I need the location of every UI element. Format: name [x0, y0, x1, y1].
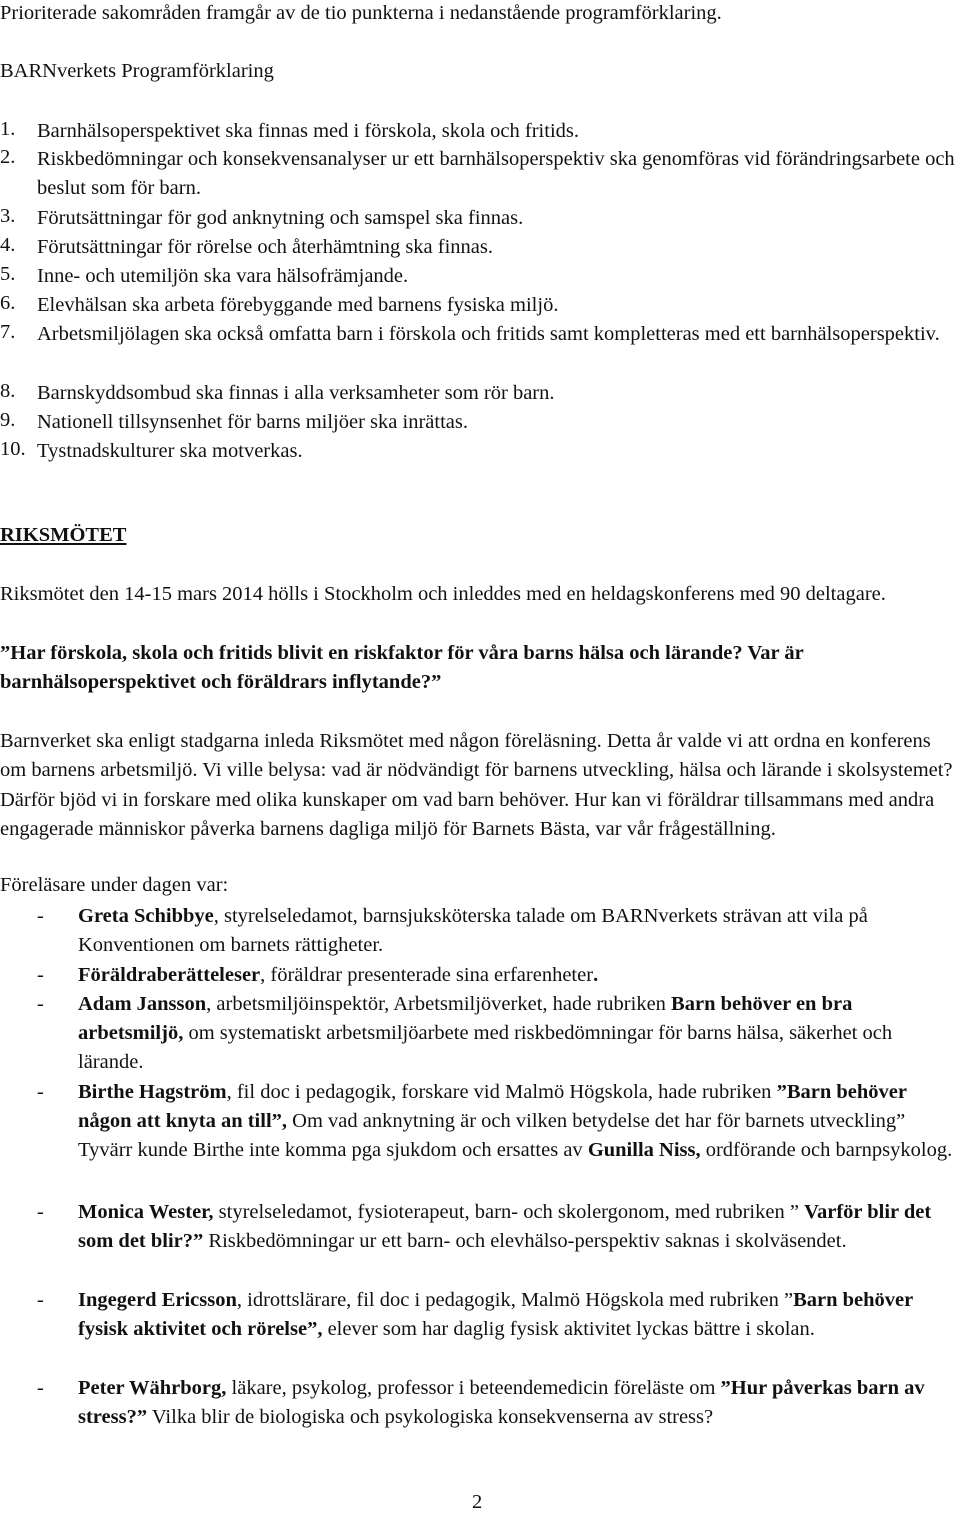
- speaker-description: om systematiskt arbetsmiljöarbete med riskbedömningar för barns hälsa, säkerhet och lärande.: [78, 1022, 893, 1074]
- list-dash: -: [37, 993, 44, 1015]
- speakers-label: Föreläsare under dagen var:: [0, 874, 229, 896]
- program-item-number: 7.: [0, 321, 16, 343]
- program-item-text: Elevhälsan ska arbeta förebyggande med barnens fysiska miljö.: [37, 294, 559, 316]
- speaker-description: ordförande och barnpsykolog.: [700, 1139, 953, 1162]
- program-item-number: 10.: [0, 438, 26, 460]
- program-item-number: 2.: [0, 146, 16, 168]
- section-heading: RIKSMÖTET: [0, 524, 127, 546]
- talk-title: Barn behöver fysisk aktivitet och rörelse”,: [78, 1289, 913, 1341]
- speaker-description: styrelseledamot, fysioterapeut, barn- och skolergonom, med rubriken ”: [213, 1201, 805, 1223]
- program-item-text: Barnhälsoperspektivet ska finnas med i förskola, skola och fritids.: [37, 120, 579, 142]
- program-item-number: 1.: [0, 118, 16, 140]
- talk-title: Varför blir det som det blir?”: [78, 1201, 932, 1253]
- program-item-number: 3.: [0, 205, 16, 227]
- talk-title: ”Barn behöver någon att knyta an till”,: [78, 1081, 907, 1133]
- speaker-description: , idrottslärare, fil doc i pedagogik, Malmö Högskola med rubriken ”: [236, 1289, 794, 1311]
- speaker-name: Adam Jansson: [78, 993, 207, 1015]
- program-item-text: Arbetsmiljölagen ska också omfatta barn i förskola och fritids samt kompletteras med ett barnhälsoperspektiv.: [37, 323, 940, 345]
- speaker-description: Vilka blir de biologiska och psykologiska konsekvenserna av stress?: [147, 1406, 714, 1429]
- speaker-name: Peter Währborg,: [78, 1377, 227, 1399]
- speaker-text: [78, 1374, 958, 1432]
- program-item-number: 5.: [0, 263, 16, 285]
- speaker-description: elever som har daglig fysisk aktivitet lyckas bättre i skolan.: [322, 1318, 815, 1341]
- program-item-number: 9.: [0, 409, 16, 431]
- speaker-name: Ingegerd Ericsson: [78, 1289, 237, 1311]
- program-item-text: Förutsättningar för god anknytning och samspel ska finnas.: [37, 207, 524, 229]
- speaker-description: läkare, psykolog, professor i beteendemedicin föreläste om: [226, 1377, 721, 1399]
- speaker-name: Monica Wester,: [78, 1201, 214, 1223]
- speaker-description-end: .: [593, 964, 599, 986]
- list-dash: -: [37, 964, 44, 986]
- speaker-text: [78, 1286, 958, 1344]
- talk-title: ”Hur påverkas barn av stress?”: [78, 1377, 925, 1429]
- intro-text: Prioriterade sakområden framgår av de tio punkterna i nedanstående programförklaring.: [0, 2, 722, 24]
- program-item-number: 6.: [0, 292, 16, 314]
- program-item-number: 4.: [0, 234, 16, 256]
- barnverket-paragraph: Barnverket ska enligt stadgarna inleda Riksmötet med någon föreläsning. Detta år valde vi att ordna en konferens om barnens arbetsmiljö. Vi ville belysa: vad är nödvändigt för barnens utveckling, hälsa och lärande i skolsystemet? Därför bjöd vi in forskare med olika kunskaper om vad barn behöver. Hur kan vi föräldrar tillsammans med andra engagerade människor påverka barnens dagliga miljö för Barnets Bästa, var vår frågeställning.: [0, 730, 953, 840]
- speaker-text: [78, 1078, 958, 1166]
- speaker-name: Birthe Hagström: [78, 1081, 227, 1103]
- program-item-text: Nationell tillsynsenhet för barns miljöer ska inrättas.: [37, 411, 468, 433]
- program-item-text: Riskbedömningar och konsekvensanalyser ur ett barnhälsoperspektiv ska genomföras vid förändringsarbete och beslut som för barn.: [37, 148, 955, 199]
- program-item-text: Tystnadskulturer ska motverkas.: [37, 440, 303, 462]
- speaker-name: Föräldraberätteleser: [78, 964, 261, 986]
- program-title: BARNverkets Programförklaring: [0, 60, 274, 82]
- list-dash: -: [37, 1289, 44, 1311]
- speaker-description: , arbetsmiljöinspektör, Arbetsmiljöverket, hade rubriken: [206, 993, 672, 1015]
- program-item-text: Förutsättningar för rörelse och återhämtning ska finnas.: [37, 236, 493, 258]
- speaker-description: Om vad anknytning är och vilken betydelse det har för barnets utveckling” Tyvärr kunde Birthe inte komma pga sjukdom och ersattes av: [78, 1110, 906, 1162]
- speaker-text: [78, 1198, 958, 1256]
- riksmote-paragraph: Riksmötet den 14-15 mars 2014 hölls i Stockholm och inleddes med en heldagskonferens med 90 deltagare.: [0, 583, 886, 605]
- speaker-text: [78, 990, 958, 1078]
- program-item-text: Barnskyddsombud ska finnas i alla verksamheter som rör barn.: [37, 382, 555, 404]
- speaker-text: [78, 902, 958, 960]
- conference-question: ”Har förskola, skola och fritids blivit en riskfaktor för våra barns hälsa och lärande? Var är barnhälsoperspektivet och föräldrars inflytande?”: [0, 642, 804, 694]
- speaker-text: [78, 961, 958, 990]
- speaker-description: , föräldrar presenterade sina erfarenheter: [260, 964, 594, 986]
- page-number: 2: [472, 1491, 483, 1513]
- list-dash: -: [37, 1201, 44, 1223]
- speaker-description: , fil doc i pedagogik, forskare vid Malmö Högskola, hade rubriken: [226, 1081, 777, 1103]
- speaker-name: Greta Schibbye: [78, 905, 214, 927]
- list-dash: -: [37, 1377, 44, 1399]
- speaker-description: , styrelseledamot, barnsjuksköterska talade om BARNverkets strävan att vila på Konventionen om barnets rättigheter.: [78, 905, 868, 957]
- talk-title: Barn behöver en bra arbetsmiljö,: [78, 993, 853, 1045]
- speaker-description: Riskbedömningar ur ett barn- och elevhälso-perspektiv saknas i skolväsendet.: [203, 1230, 847, 1253]
- list-dash: -: [37, 1081, 44, 1103]
- program-item-number: 8.: [0, 380, 16, 402]
- list-dash: -: [37, 905, 44, 927]
- program-item-text: Inne- och utemiljön ska vara hälsofrämjande.: [37, 265, 409, 287]
- substitute-name: Gunilla Niss,: [587, 1139, 701, 1162]
